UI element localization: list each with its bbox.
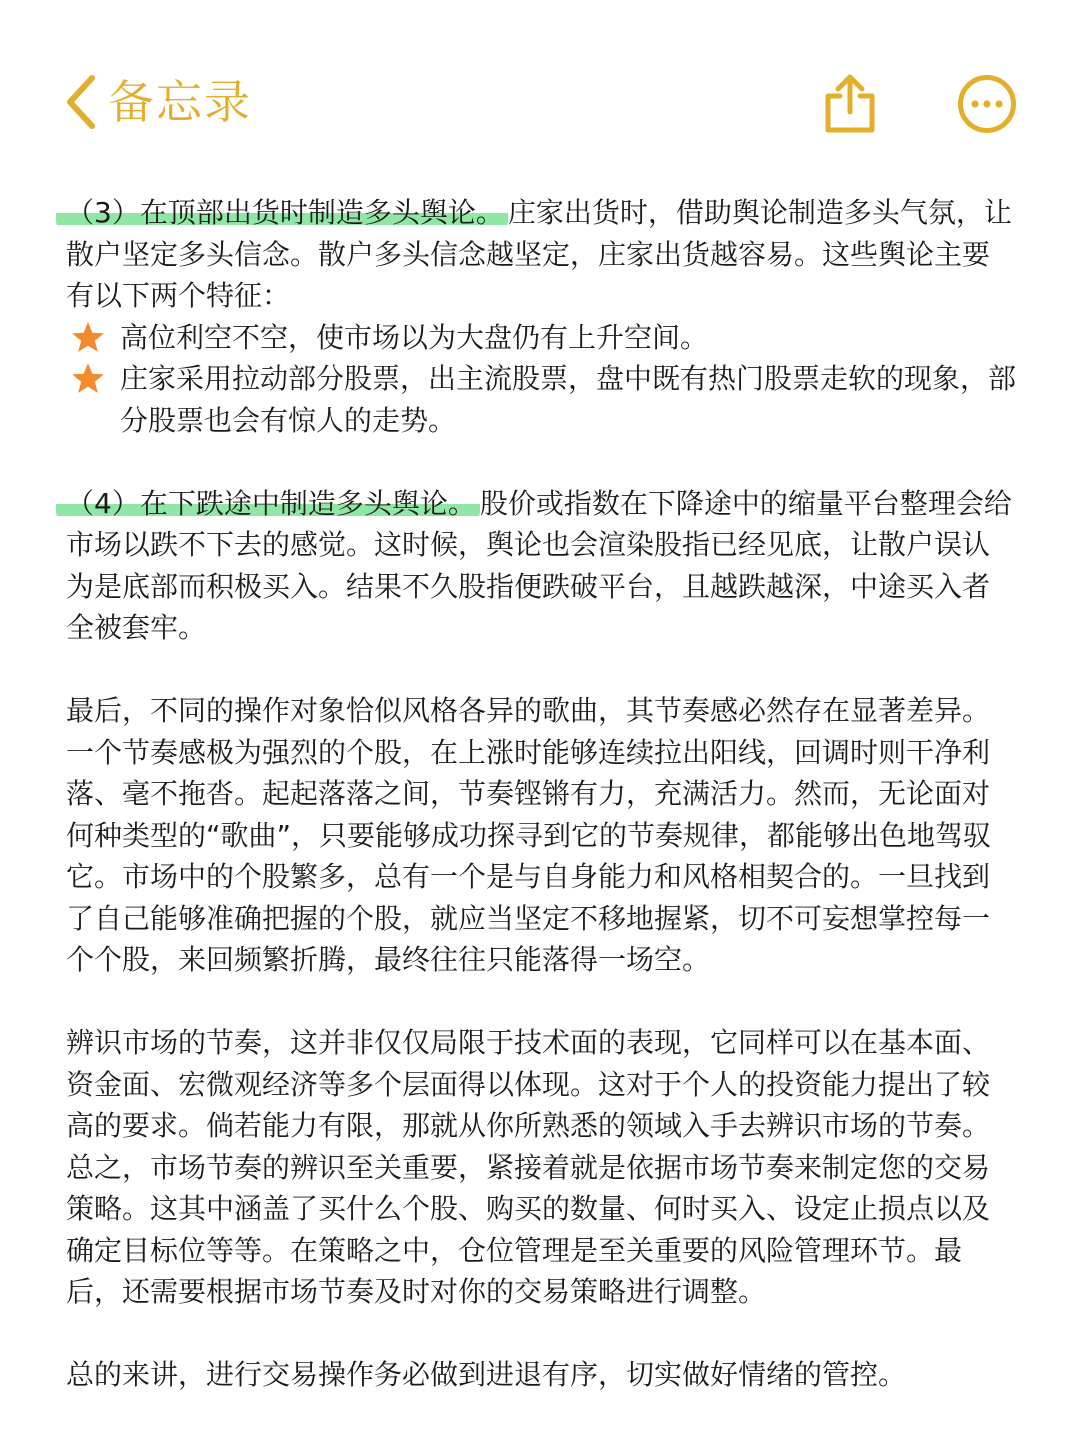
rhythm-paragraph: 辨识市场的节奏，这并非仅仅局限于技术面的表现，它同样可以在基本面、资金面、宏微观经济等多个层面得以体现。这对于个人的投资能力提出了较高的要求。倘若能力有限，那就从你所熟悉的领域入手去辨识市场的节奏。总之，市场节奏的辨识至关重要，紧接着就是依据市场节奏来制定您的交易策略。这其中涵盖了买什么个股、购买的数量、何时买入、设定止损点以及确定目标位等等。在策略之中，仓位管理是至关重要的风险管理环节。最后，还需要根据市场节奏及时对你的交易策略进行调整。 [66, 1026, 991, 1308]
back-button[interactable] [62, 72, 252, 132]
section-4-paragraph [66, 483, 1016, 649]
blank-line [66, 441, 1016, 483]
summary-paragraph: 总的来讲，进行交易操作务必做到进退有序，切实做好情绪的管控。 [66, 1358, 907, 1391]
chevron-left-icon [62, 72, 98, 132]
star-icon [70, 361, 106, 397]
share-icon [822, 119, 878, 138]
share-button[interactable] [822, 72, 878, 134]
section-4-text: 股价或指数在下降途中的缩量平台整理会给市场以跌不下去的感觉。这时候，舆论也会渲染股指已经见底，让散户误认为是底部而积极买入。结果不久股指便跌破平台，且越跌越深，中途买入者全被套牢。 [66, 486, 1012, 644]
final-paragraph: 最后，不同的操作对象恰似风格各异的歌曲，其节奏感必然存在显著差异。一个节奏感极为强烈的个股，在上涨时能够连续拉出阳线，回调时则干净利落、毫不拖沓。起起落落之间，节奏铿锵有力，充满活力。然而，无论面对何种类型的“歌曲”，只要能够成功探寻到它的节奏规律，都能够出色地驾驭它。市场中的个股繁多，总有一个是与自身能力和风格相契合的。一旦找到了自己能够准确把握的个股，就应当坚定不移地握紧，切不可妄想掌控每一个个股，来回频繁折腾，最终往往只能落得一场空。 [66, 694, 992, 976]
note-body[interactable] [66, 192, 1016, 1396]
section-4-heading: （4）在下跌途中制造多头舆论。 [56, 487, 480, 520]
blank-line [66, 649, 1016, 691]
more-icon [957, 119, 1017, 138]
section-3-heading: （3）在顶部出货时制造多头舆论。 [56, 196, 508, 229]
back-label: 备忘录 [108, 75, 252, 129]
blank-line [66, 981, 1016, 1023]
section-3-text: 庄家出货时，借助舆论制造多头气氛，让散户坚定多头信念。散户多头信念越坚定，庄家出货越容易。这些舆论主要有以下两个特征： [66, 196, 1012, 312]
list-item-text: 高位利空不空，使市场以为大盘仍有上升空间。 [120, 320, 709, 354]
list-item [66, 358, 1016, 441]
navigation-bar [0, 0, 1080, 170]
more-button[interactable] [957, 74, 1017, 134]
star-icon [70, 320, 106, 356]
blank-line [66, 1313, 1016, 1355]
section-3-paragraph [66, 192, 1016, 317]
list-item-text: 庄家采用拉动部分股票，出主流股票，盘中既有热门股票走软的现象，部分股票也会有惊人的走势。 [120, 362, 1017, 437]
list-item [66, 317, 1016, 359]
